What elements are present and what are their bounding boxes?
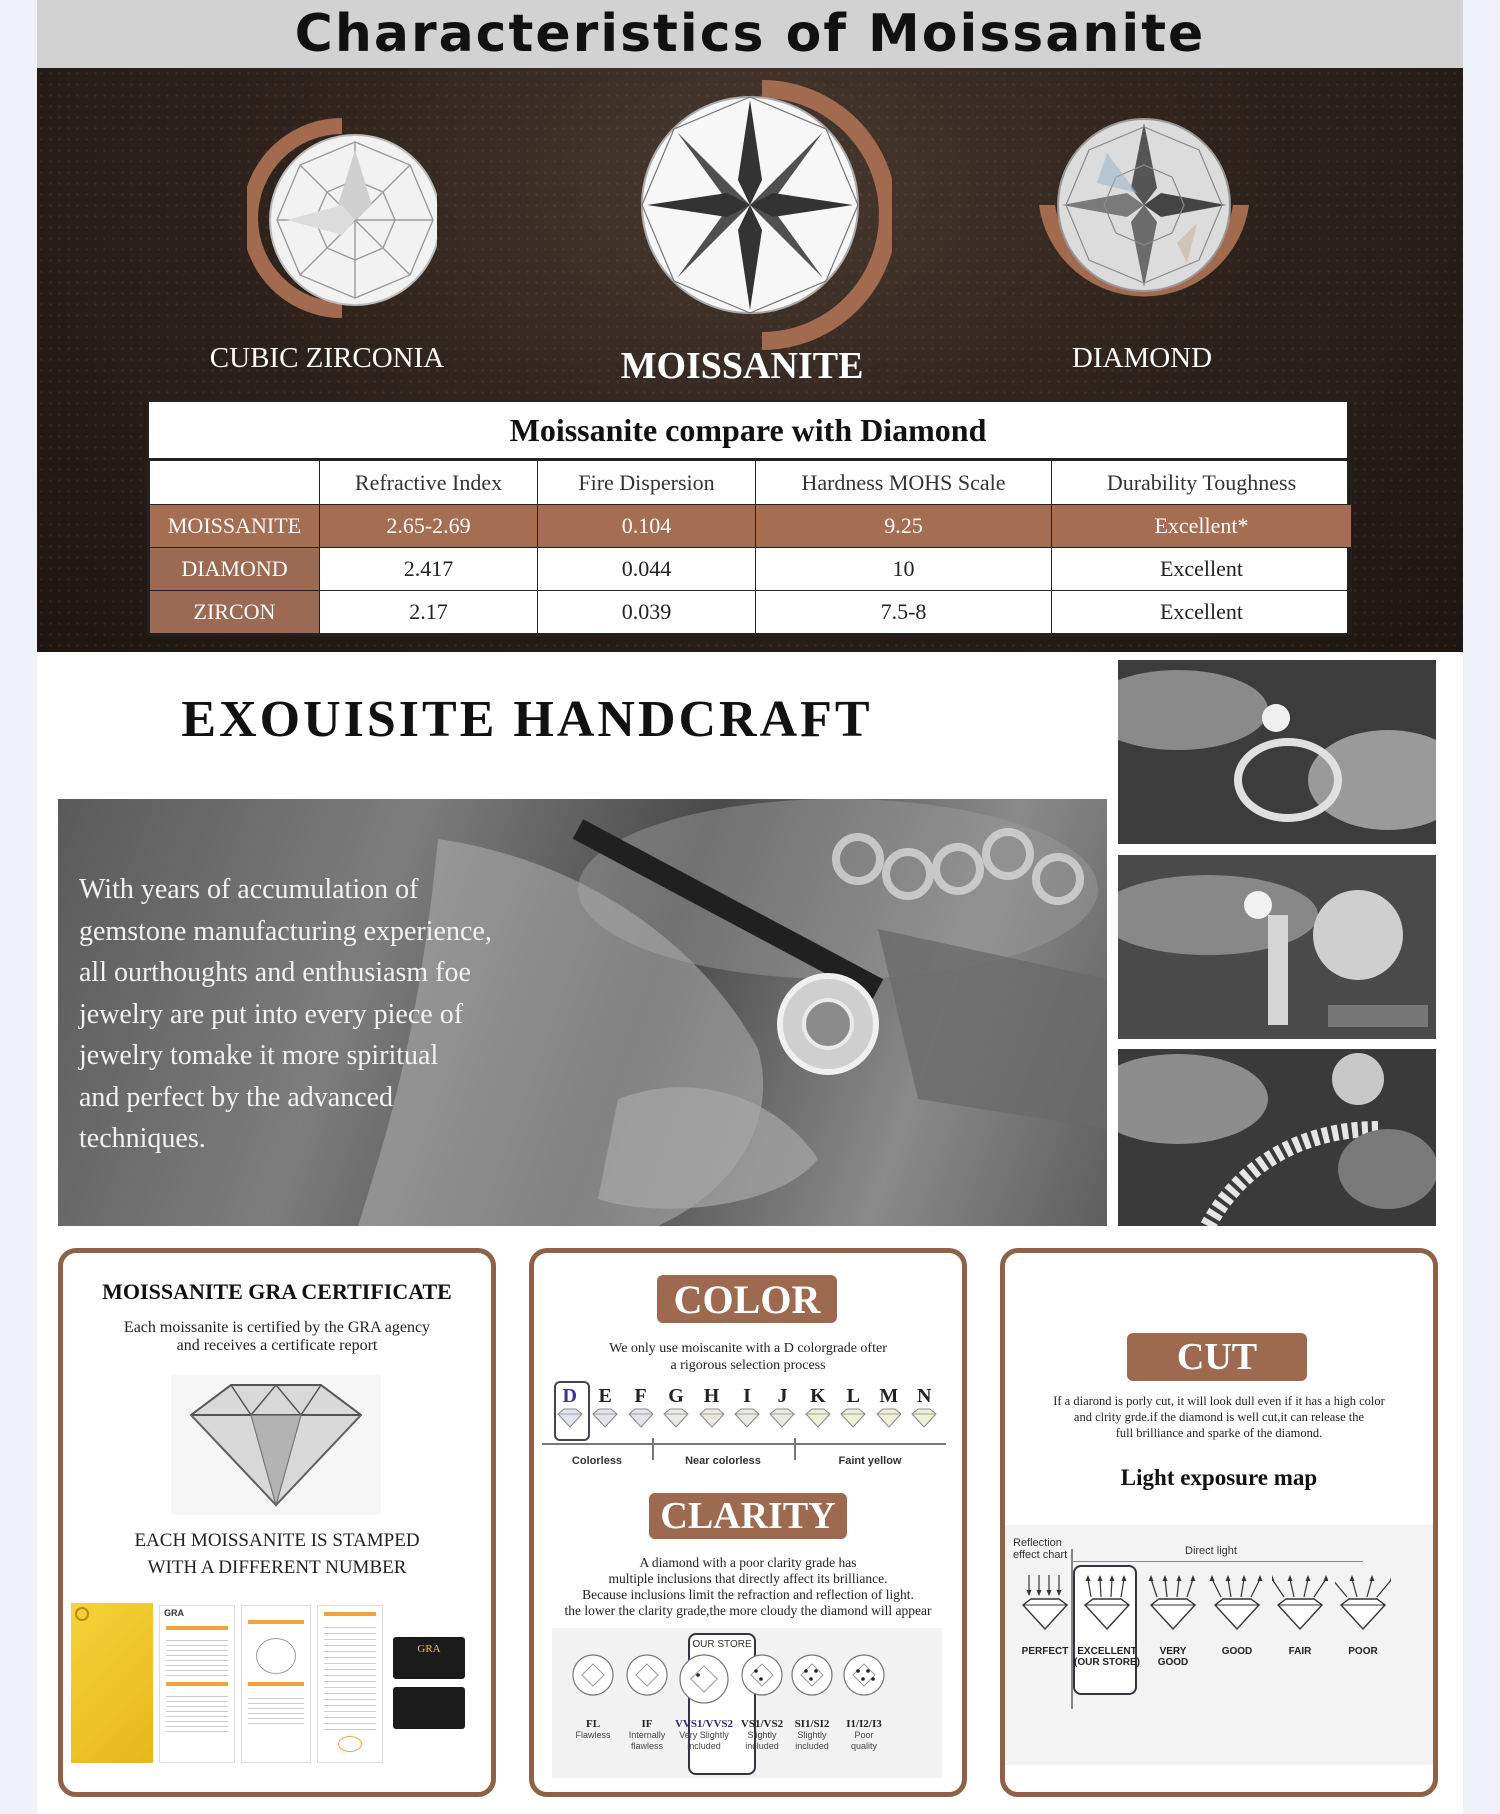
clarity-grade-desc: included [687,1741,721,1751]
table-cell: 9.25 [756,505,1052,548]
column-header: Durability Toughness [1052,461,1352,505]
gra-report-logo: GRA [164,1608,184,1618]
color-grade-gem-icon [626,1408,656,1428]
color-grade-gem-icon [803,1408,833,1428]
ring-inspection-image [1118,660,1436,844]
clarity-diamond-icon [625,1653,669,1697]
cubic-zirconia-label: CUBIC ZIRCONIA [209,342,445,374]
gra-certificate-envelope [71,1603,153,1763]
clarity-grade-code: SI1/SI2 [794,1718,830,1730]
cut-grade [1073,1573,1141,1668]
clarity-grade-scale [552,1653,942,1773]
color-group-label: Faint yellow [838,1455,902,1467]
table-cell: 2.417 [320,548,538,591]
clarity-grade-code: FL [585,1718,601,1730]
color-grade-letter: N [917,1385,932,1407]
gra-report-page-2 [241,1605,311,1763]
handcraft-line: With years of accumulation of [79,874,419,905]
clarity-grade-desc: included [745,1741,779,1751]
cut-grade-label: EXCELLENT [1077,1646,1137,1657]
clarity-grade-desc: Internally [628,1730,666,1740]
characteristics-panel [37,68,1463,652]
color-grade-scale [552,1385,942,1441]
color-grade-letter: G [668,1385,684,1407]
cut-desc-line: and clrity grde.if the diamond is well cut,it can release the [1073,1410,1365,1424]
cut-grade-label: FAIR [1288,1646,1312,1657]
cut-card [1000,1248,1438,1797]
gra-card-back [393,1687,465,1729]
cut-grade-label: POOR [1348,1646,1378,1657]
color-grade-gem-icon [909,1408,939,1428]
color-grade-letter: M [879,1385,899,1407]
color-grade [623,1385,658,1433]
color-scale-line [542,1443,946,1445]
cubic-zirconia-gem-image [247,110,437,330]
direct-light-label: Direct light [1185,1545,1237,1557]
color-grade [907,1385,942,1433]
clarity-grade-desc: Flawless [575,1730,611,1740]
clarity-grade-desc: Slightly [747,1730,777,1740]
handcraft-line: techniques. [79,1123,206,1154]
table-cell: 7.5-8 [756,591,1052,634]
gra-card-front [393,1637,465,1679]
clarity-grade-desc: Poor [854,1730,874,1740]
table-cell: 2.17 [320,591,538,634]
color-clarity-card [529,1248,967,1797]
color-title-badge: COLOR [657,1275,837,1323]
clarity-diamond-icon [842,1653,886,1697]
gra-seal-icon [75,1607,89,1621]
color-grade [800,1385,835,1433]
reflection-label-1: Reflection [1013,1537,1062,1549]
column-header: Refractive Index [320,461,538,505]
clarity-grade-code: IF [641,1718,653,1730]
cut-light-diamond-icon [1335,1573,1391,1633]
diamond-label: DIAMOND [1071,342,1213,374]
color-grade-letter: E [598,1385,612,1407]
handcraft-photo-polish [1118,855,1436,1039]
clarity-grade [830,1653,898,1752]
color-grade-letter: H [703,1385,720,1407]
certificate-title: MOISSANITE GRA CERTIFICATE [102,1279,452,1304]
cut-grade [1139,1573,1207,1668]
color-grade [729,1385,764,1433]
color-group-label: Near colorless [685,1455,761,1467]
product-info-page [37,0,1463,1814]
comparison-table-title: Moissanite compare with Diamond [149,402,1347,460]
clarity-desc-line: Because inclusions limit the refraction and reflection of light. [582,1587,914,1602]
table-cell: Excellent [1052,548,1352,591]
cut-grade-label: GOOD [1221,1646,1253,1657]
color-grade-gem-icon [590,1408,620,1428]
table-header-row [150,461,1352,505]
cut-grade-scale [1005,1573,1433,1703]
certificate-card [58,1248,496,1797]
light-map-line [1071,1561,1363,1562]
cut-desc-line: If a diarond is porly cut, it will look dull even if it has a high color [1053,1394,1385,1408]
cut-grade [1329,1573,1397,1657]
cut-light-diamond-icon [1079,1573,1135,1633]
certificate-desc-1: Each moissanite is certified by the GRA agency [123,1319,431,1336]
page-title: Characteristics of Moissanite [294,4,1206,64]
color-grade-letter: I [743,1385,751,1407]
cut-light-diamond-icon [1272,1573,1328,1633]
cut-grade [1011,1573,1079,1657]
diamond-image [171,1375,381,1515]
color-grade-letter: K [810,1385,826,1407]
clarity-diamond-icon [790,1653,834,1697]
handcraft-main-photo [58,799,1107,1226]
table-cell: Excellent [1052,591,1352,634]
handcraft-line: jewelry tomake it more spiritual [79,1040,439,1071]
column-header: Fire Dispersion [538,461,756,505]
clarity-desc-line: A diamond with a poor clarity grade has [639,1555,857,1570]
color-grade-gem-icon [767,1408,797,1428]
table-cell: 0.039 [538,591,756,634]
stamp-text-2: WITH A DIFFERENT NUMBER [147,1557,407,1578]
stamp-text-1: EACH MOISSANITE IS STAMPED [134,1530,420,1551]
reflection-label-2: effect chart [1013,1549,1068,1561]
row-header: ZIRCON [150,591,320,634]
comparison-grid [149,460,1352,634]
color-desc-1: We only use moiscanite with a D colorgrade ofter [609,1341,887,1356]
row-header: DIAMOND [150,548,320,591]
cut-light-diamond-icon [1145,1573,1201,1633]
color-group-label: Colorless [571,1455,623,1467]
moissanite-gem-image [632,80,892,355]
diamond-gem-image [1037,113,1252,313]
table-cell: 0.044 [538,548,756,591]
ring-polishing-image [1118,855,1436,1039]
table-row [150,505,1352,548]
cut-grade [1266,1573,1334,1657]
clarity-diamond-icon [678,1653,730,1705]
cut-light-diamond-icon [1017,1573,1073,1633]
clarity-grade-code: VVS1/VVS2 [674,1718,734,1730]
color-grade [871,1385,906,1433]
moissanite-label: MOISSANITE [620,345,864,387]
table-cell: Excellent* [1052,505,1352,548]
our-store-label: OUR STORE [692,1639,752,1650]
color-grade-gem-icon [555,1408,585,1428]
clarity-diamond-icon [571,1653,615,1697]
color-grade-gem-icon [874,1408,904,1428]
clarity-grade-code: VS1/VS2 [740,1718,784,1730]
table-cell: 0.104 [538,505,756,548]
handcraft-title: EXOUISITE HANDCRAFT [181,691,873,748]
color-grade-letter: J [777,1385,788,1407]
handcraft-photo-bracelet [1118,1049,1436,1226]
clarity-grade-desc: quality [850,1741,877,1751]
column-header [150,461,320,505]
cut-grade-label-2: (OUR STORE) [1074,1657,1140,1668]
clarity-title-badge: CLARITY [649,1493,847,1539]
cut-grade-label: VERY [1159,1646,1187,1657]
title-bar [37,0,1463,68]
color-grade-letter: F [634,1385,647,1407]
gra-report-page-1 [159,1605,235,1763]
clarity-grade-desc: Slightly [797,1730,827,1740]
color-grade [765,1385,800,1433]
color-grade-letter: L [846,1385,861,1407]
cut-grade-label: PERFECT [1021,1646,1069,1657]
color-grade [836,1385,871,1433]
gra-card-logo: GRA [417,1643,441,1655]
color-desc-2: a rigorous selection process [670,1358,826,1373]
clarity-grade-desc: included [795,1741,829,1751]
color-grade-gem-icon [838,1408,868,1428]
handcraft-photo-ring [1118,660,1436,844]
color-grade [552,1385,587,1433]
clarity-grade-code: I1/I2/I3 [846,1718,882,1730]
color-grade [658,1385,693,1433]
clarity-desc [534,1555,962,1619]
clarity-desc-line: the lower the clarity grade,the more cloudy the diamond will appear [564,1603,932,1618]
cut-grade-label-2: GOOD [1157,1657,1189,1668]
handcraft-line: all ourthoughts and enthusiasm foe [79,957,471,988]
table-row [150,591,1352,634]
cut-desc [1005,1393,1433,1441]
color-grade [587,1385,622,1433]
handcraft-line: and perfect by the advanced [79,1081,394,1113]
handcraft-text [79,869,539,1160]
clarity-desc-line: multiple inclusions that directly affect its brilliance. [608,1571,888,1586]
clarity-grade-desc: flawless [630,1741,663,1751]
cut-light-diamond-icon [1209,1573,1265,1633]
comparison-table [147,400,1349,636]
row-header: MOISSANITE [150,505,320,548]
color-grade-letter: D [562,1385,577,1407]
handcraft-line: jewelry are put into every piece of [79,998,464,1030]
color-grade-gem-icon [661,1408,691,1428]
light-map-title: Light exposure map [1120,1465,1318,1490]
color-grade [694,1385,729,1433]
cut-grade [1203,1573,1271,1657]
certificate-desc-2: and receives a certificate report [176,1337,378,1354]
gra-report-page-3 [317,1605,383,1763]
bracelet-polishing-image [1118,1049,1436,1226]
table-cell: 2.65-2.69 [320,505,538,548]
color-grade-gem-icon [697,1408,727,1428]
column-header: Hardness MOHS Scale [756,461,1052,505]
cut-desc-line: full brilliance and sparke of the diamond. [1115,1426,1323,1440]
table-cell: 10 [756,548,1052,591]
handcraft-line: gemstone manufacturing experience, [79,915,492,947]
cut-title-badge: CUT [1127,1333,1307,1381]
clarity-grade-desc: Very Slightly [679,1730,729,1740]
table-row [150,548,1352,591]
color-grade-gem-icon [732,1408,762,1428]
